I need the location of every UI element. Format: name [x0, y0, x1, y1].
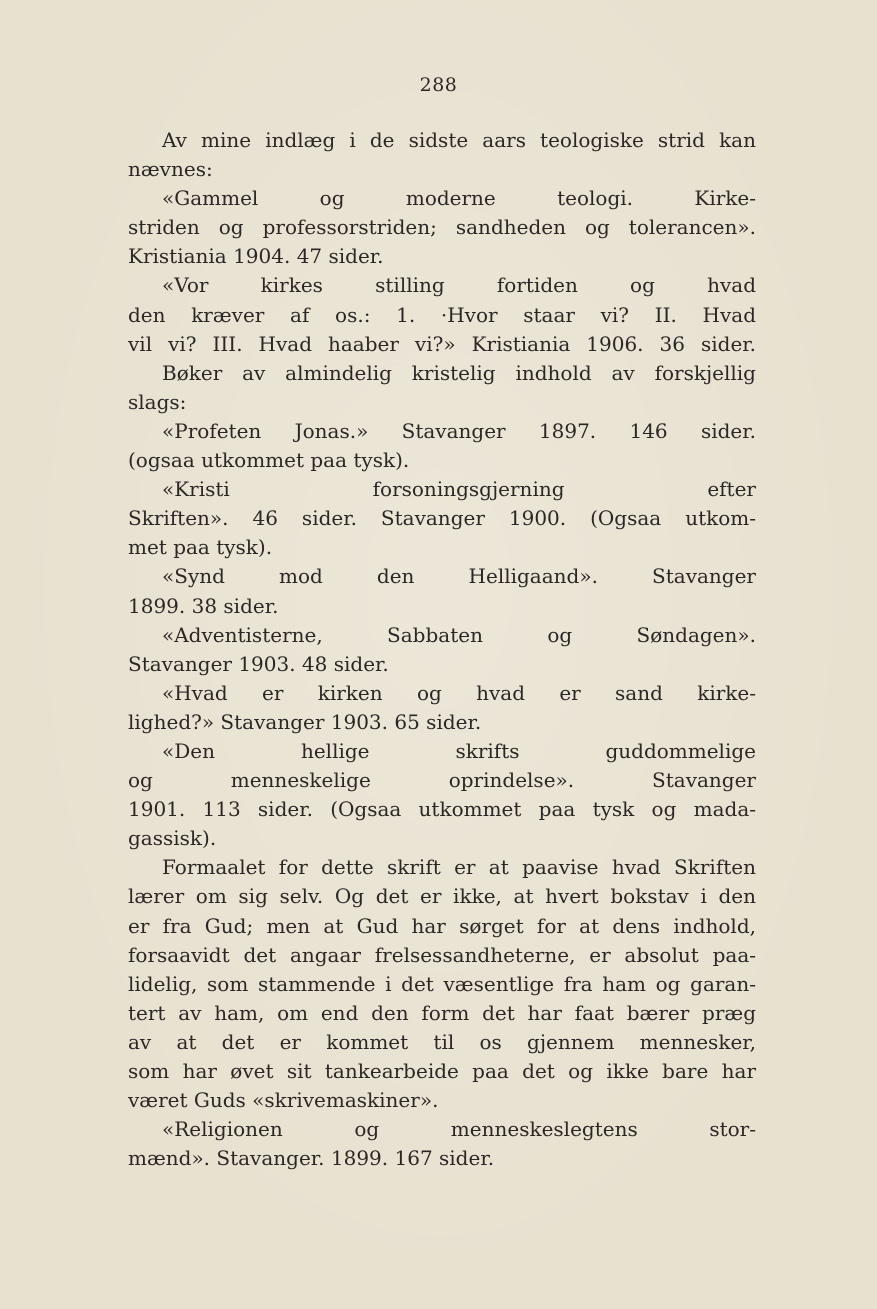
text-line: og menneskelige oprindelse». Stavanger	[128, 768, 756, 793]
text-line: slags:	[128, 389, 187, 414]
text-line: Av mine indlæg i de sidste aars teologiske strid kan	[162, 128, 756, 152]
text-line: mænd». Stavanger. 1899. 167 sider.	[128, 1146, 495, 1171]
text-line: været Guds «skrivemaskiner».	[128, 1088, 439, 1113]
text-line: met paa tysk).	[128, 535, 273, 560]
text-line: 1899. 38 sider.	[128, 593, 279, 618]
text-line: «Kristi forsoningsgjerning efter	[162, 477, 756, 502]
text-line: tert av ham, om end den form det har faat bærer præg	[128, 1000, 756, 1025]
text-line: nævnes:	[128, 157, 213, 182]
text-line: lidelig, som stammende i det væsentlige fra ham og garan-	[128, 971, 756, 996]
text-line: «Hvad er kirken og hvad er sand kirke-	[162, 680, 756, 705]
text-line: «Profeten Jonas.» Stavanger 1897. 146 sider.	[162, 418, 756, 443]
text-line: «Synd mod den Helligaand». Stavanger	[162, 564, 756, 589]
body-text	[128, 126, 756, 1173]
text-line: «Den hellige skrifts guddommelige	[162, 738, 756, 763]
text-line: «Gammel og moderne teologi. Kirke-	[162, 186, 756, 211]
text-line: «Adventisterne, Sabbaten og Søndagen».	[162, 622, 756, 647]
text-line: lærer om sig selv. Og det er ikke, at hvert bokstav i den	[128, 884, 756, 909]
text-line: Stavanger 1903. 48 sider.	[128, 651, 389, 676]
text-line: lighed?» Stavanger 1903. 65 sider.	[128, 709, 482, 734]
text-line: 1901. 113 sider. (Ogsaa utkommet paa tysk og mada-	[128, 797, 756, 822]
text-line: den kræver af os.: 1. ·Hvor staar vi? II. Hvad	[128, 302, 756, 327]
text-line: er fra Gud; men at Gud har sørget for at dens indhold,	[128, 913, 756, 938]
page-number: 288	[419, 74, 458, 96]
text-line: som har øvet sit tankearbeide paa det og ikke bare har	[128, 1059, 756, 1083]
text-line: «Religionen og menneskeslegtens stor-	[162, 1117, 756, 1142]
text-line: av at det er kommet til os gjennem mennesker,	[128, 1029, 756, 1054]
text-line: forsaavidt det angaar frelsessandheterne, er absolut paa-	[128, 942, 756, 967]
text-line: Skriften». 46 sider. Stavanger 1900. (Ogsaa utkom-	[128, 506, 756, 531]
text-line: «Vor kirkes stilling fortiden og hvad	[162, 273, 756, 298]
text-line: (ogsaa utkommet paa tysk).	[128, 448, 410, 473]
text-line: striden og professorstriden; sandheden og tolerancen».	[128, 215, 756, 240]
text-line: Bøker av almindelig kristelig indhold av forskjellig	[162, 360, 756, 385]
text-line: Kristiania 1904. 47 sider.	[128, 244, 384, 269]
text-line: gassisk).	[128, 826, 217, 851]
text-line: vil vi? III. Hvad haaber vi?» Kristiania 1906. 36 sider.	[128, 331, 756, 356]
text-line: Formaalet for dette skrift er at paavise hvad Skriften	[162, 855, 756, 880]
